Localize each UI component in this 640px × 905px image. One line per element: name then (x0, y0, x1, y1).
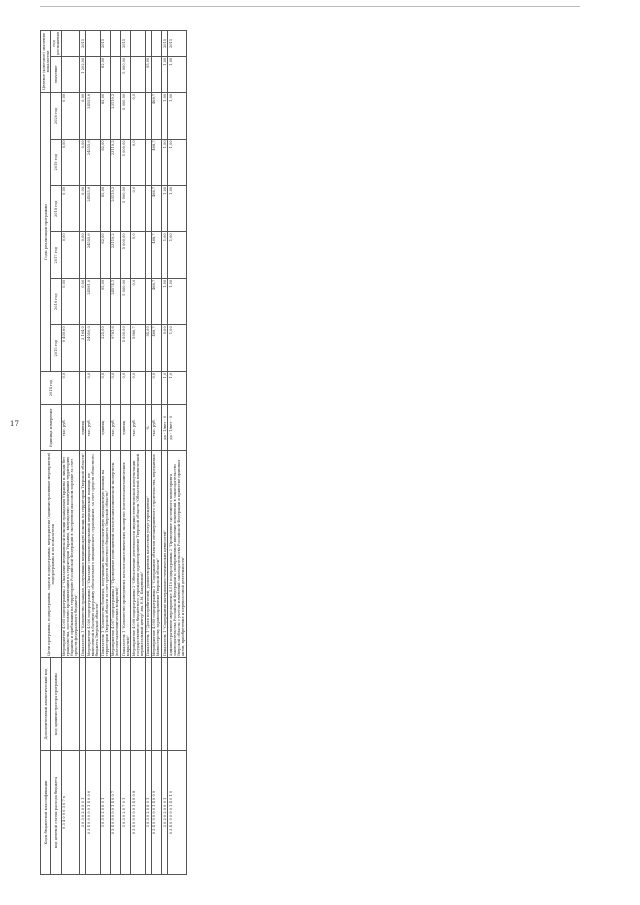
year-value-cell: 0,0 (131, 278, 145, 324)
year-value-cell: 82,00 (100, 186, 110, 232)
header-y2019: 2019 год (51, 139, 61, 185)
header-2014: 2014 год (41, 371, 62, 404)
target-value-cell (131, 56, 145, 92)
code-cell: 0 3 4 0 9 0 9 0 1 4 0 0 7 (110, 751, 120, 875)
year-value-cell: 468,7 (151, 93, 161, 139)
unit-cell: тыс. руб. (86, 404, 100, 450)
header-years: Годы реализации программы (41, 93, 51, 372)
year-value-cell: 0,0 (131, 139, 145, 185)
year-value-cell: 0,00 (80, 93, 86, 139)
year-value-cell: 5 000,00 (121, 232, 131, 278)
code-cell: 3 0 3 0 2 0 7 0 1 (121, 751, 131, 875)
code-cell: 0 3 4 0 9 0 9 0 1 4 0 0 9 (151, 751, 161, 875)
target-value-cell: 1 202,00 (80, 56, 86, 92)
unit-cell: тыс. руб. (131, 404, 145, 450)
goal-cell: Показатель 1 "Содержание материально-технических ценностей" (162, 451, 168, 658)
year-value-cell: 0,0 (131, 186, 145, 232)
header-y2015: 2015 год (51, 325, 61, 371)
header-budget-codes: Коды бюджетной классификации (41, 751, 51, 875)
year-value-cell: 1,00 (168, 186, 187, 232)
target-year-cell: 2015 (121, 31, 131, 57)
table-row (86, 31, 100, 875)
year-value-cell: 24555,6 (86, 186, 100, 232)
header-target: Целевое (конечное) значение показателя (41, 31, 51, 93)
code-cell: 0 3 4 0 9 0 9 0 1 4 0 0 8 (131, 751, 145, 875)
target-value-cell: 1,00 (168, 56, 187, 92)
year-value-cell: 468,7 (151, 325, 161, 371)
year-value-cell: 24555,6 (86, 93, 100, 139)
header-target-year: год достижения (51, 31, 60, 56)
value-2014-cell: 0,0 (131, 371, 145, 404)
code-cell: 0 3 4 0 9 0 3 0 7 x (61, 751, 80, 875)
goal-cell: Мероприятие 4.005 подпрограммы 2 "Оказание медицинской помощи гражданам Украины и лицам без гражданства, постоянно проживающим на территории Украины, вынужденно покинувшим территорию Украины и прибывшим на территорию Российской Федерации в экстренном массовом порядке за счет средств федерального бюджета" (61, 451, 80, 658)
year-value-cell: 1,00 (168, 278, 187, 324)
year-value-cell: 5 000,00 (121, 325, 131, 371)
target-value-cell: 5 000,00 (121, 56, 131, 92)
code-cell: 0 3 4 0 9 0 9 0 1 4 0 0 6 (86, 751, 100, 875)
analytic-cell (131, 658, 145, 751)
year-value-cell: 5 000,00 (121, 139, 131, 185)
year-value-cell: 1,00 (162, 139, 168, 185)
code-cell: 3 0 3 0 2 0 6 0 1 (100, 751, 110, 875)
year-value-cell: 24574,1 (110, 278, 120, 324)
year-value-cell: 9781,6 (110, 325, 120, 371)
year-value-cell: 23119,2 (110, 93, 120, 139)
table-row (131, 31, 145, 875)
target-value-cell: 82,00 (100, 56, 110, 92)
goal-cell: Показатель 1 "Доля потребителей, удовлетворенных качеством услуг учреждения" (145, 451, 151, 658)
header-admin-code: код администратора программы (51, 658, 61, 751)
analytic-cell (151, 658, 161, 751)
target-value-cell (86, 56, 100, 92)
year-value-cell: 1,00 (168, 232, 187, 278)
year-value-cell: 23119,2 (110, 186, 120, 232)
code-cell: 0 3 4 0 9 0 9 0 1 4 0 1 0 (168, 751, 187, 875)
unit-cell: единиц (121, 404, 131, 450)
year-value-cell: 468,7 (151, 232, 161, 278)
year-value-cell: 23119,2 (110, 232, 120, 278)
target-value-cell (61, 56, 80, 92)
code-cell: 3 0 2 0 2 0 9 0 1 (162, 751, 168, 875)
year-value-cell: 24555,6 (86, 139, 100, 185)
header-y2016: 2016 год (51, 278, 61, 324)
target-year-cell (131, 31, 145, 57)
page-number: 17 (10, 420, 19, 428)
year-value-cell: 82,00 (100, 93, 110, 139)
year-value-cell: 0,00 (80, 139, 86, 185)
year-value-cell: 9 400,60 (61, 325, 80, 371)
analytic-cell (110, 658, 120, 751)
target-year-cell: 2015 (100, 31, 110, 57)
year-value-cell: 3 164,0 (80, 325, 86, 371)
value-2014-cell: 0,0 (86, 371, 100, 404)
header-y2020: 2020 год (51, 93, 61, 139)
goal-cell: Мероприятие 4.006 подпрограммы 2 "Оказание специализированной медицинской помощи, не включенной в базовую программу обязательного медицинского страхования, за счет средств областного бюджета Тверской области" (86, 451, 100, 658)
year-value-cell: 1,00 (162, 186, 168, 232)
header-goals: Цели программы, подпрограммы, задачи подпрограммы, мероприятия (административные мероприятия) подпрограммы и их показатели (41, 451, 62, 658)
year-value-cell: 5986,7 (131, 325, 145, 371)
unit-cell: тыс. руб. (61, 404, 80, 450)
goal-cell: Показатель 1 "Количество граждан, получивших медицинскую помощь на территории Тверской области" (80, 451, 86, 658)
year-value-cell: 0,00 (80, 232, 86, 278)
unit-cell: да - 1/нет - 0 (168, 404, 187, 450)
year-value-cell: 5 000,00 (121, 93, 131, 139)
value-2014-cell: 1,0 (168, 371, 187, 404)
year-value-cell: 24581,0 (86, 278, 100, 324)
code-cell: 3 0 3 0 2 0 8 0 1 (145, 751, 151, 875)
year-value-cell: 0,00 (61, 93, 80, 139)
header-target-article: код целевой статьи расхода бюджета (51, 751, 61, 875)
year-value-cell: 1,00 (168, 325, 187, 371)
value-2014-cell: 0,0 (151, 371, 161, 404)
scan-edge (40, 6, 580, 10)
unit-cell: да - 1/нет - 0 (162, 404, 168, 450)
target-year-cell: 2015 (80, 31, 86, 57)
year-value-cell: 1,00 (162, 93, 168, 139)
target-value-cell (151, 56, 161, 92)
goal-cell: Мероприятие 4.008 подпрограммы 2 "Обеспечение деятельности медико-генетической консультации государственного бюджетного учреждения здравоохранения Тверской области "Областной клинический перинатальный центр" им. Е.М. Бакуниной" (131, 451, 145, 658)
value-2014-cell: 0,0 (110, 371, 120, 404)
year-value-cell: 0,00 (162, 325, 168, 371)
table-row (121, 31, 131, 875)
code-cell: 3 0 3 0 2 0 5 0 1 (80, 751, 86, 875)
year-value-cell: 0,00 (80, 278, 86, 324)
value-2014-cell: 0,0 (121, 371, 131, 404)
year-value-cell: 23119,2 (110, 139, 120, 185)
target-year-cell: 2015 (168, 31, 187, 57)
target-year-cell (86, 31, 100, 57)
year-value-cell: 0,00 (80, 186, 86, 232)
unit-cell: % (145, 404, 151, 450)
unit-cell: тыс. руб. (110, 404, 120, 450)
year-value-cell: 82,00 (100, 139, 110, 185)
year-value-cell: 1,00 (168, 93, 187, 139)
value-2014-cell: 1,0 (162, 371, 168, 404)
table-row (100, 31, 110, 875)
year-value-cell: 5 000,00 (121, 186, 131, 232)
year-value-cell: 0,0 (131, 93, 145, 139)
year-value-cell: 24555,6 (86, 232, 100, 278)
year-value-cell: 0,0 (131, 232, 145, 278)
table-body (61, 31, 186, 875)
header-y2018: 2018 год (51, 186, 61, 232)
table-row (151, 31, 161, 875)
year-value-cell: 0,00 (61, 139, 80, 185)
header-target-value: значение (51, 56, 61, 92)
header-unit: Единица измерения (41, 404, 62, 450)
header-analytic-code: Дополнительный аналитический код (41, 658, 51, 751)
rotated-document (40, 30, 615, 875)
target-value-cell (110, 56, 120, 92)
target-value-cell: 95,00 (145, 56, 151, 92)
value-2014-cell: 0,0 (61, 371, 80, 404)
unit-cell: единиц (80, 404, 86, 450)
goal-cell: Показатель 1 "Количество проведенных патологоанатомических экспертиз (патологоанатомических вскрытий)" (121, 451, 131, 658)
target-value-cell: 1,00 (162, 56, 168, 92)
year-value-cell: 1,00 (168, 139, 187, 185)
year-value-cell: 0,00 (61, 278, 80, 324)
goal-cell: Показатель 1 "Количество больных, получивших высокотехнологичную медицинскую помощь на территории Тверской области за счет средств областного бюджета Тверской области" (100, 451, 110, 658)
year-value-cell: 468,7 (151, 278, 161, 324)
analytic-cell (121, 658, 131, 751)
year-value-cell: 5 000,00 (121, 278, 131, 324)
year-value-cell: 468,7 (151, 186, 161, 232)
goal-cell: Мероприятие 4.007 подпрограммы 2 "Проведение полноценной патологоанатомической экспертизы (патологоанатомических вскрытий)" (110, 451, 120, 658)
year-value-cell: 1,00 (162, 278, 168, 324)
program-table (40, 30, 187, 875)
year-value-cell: 0,00 (61, 186, 80, 232)
goal-cell: Мероприятие 4.009 подпрограммы 2 "Содержание объектов незавершенного строительства, переданных Министерству здравоохранения Тверской области" (151, 451, 161, 658)
unit-cell: единиц (100, 404, 110, 450)
goal-cell: Административное мероприятие 4.010 подпрограммы 2 "Проведение системного мониторинга законодательства Российской Федерации и своевременное внесение изменений в законодательство Тверской области с учетом изменений законодательства Российской Федерации и принятие правовых актов, приобретения и перевозочной деятельности" (168, 451, 187, 658)
year-value-cell: 24050,0 (86, 325, 100, 371)
header-y2017: 2017 год (51, 232, 61, 278)
year-value-cell: 95,00 (100, 278, 110, 324)
target-year-cell (110, 31, 120, 57)
table-row (110, 31, 120, 875)
analytic-cell (61, 658, 80, 751)
table-row (61, 31, 80, 875)
unit-cell: тыс. руб. (151, 404, 161, 450)
target-year-cell (151, 31, 161, 57)
target-year-cell: 2015 (162, 31, 168, 57)
analytic-cell (168, 658, 187, 751)
year-value-cell: 82,00 (100, 232, 110, 278)
year-value-cell: 95,00 (145, 325, 151, 371)
table-row (168, 31, 187, 875)
value-2014-cell: 0,0 (100, 371, 110, 404)
target-year-cell (61, 31, 80, 57)
year-value-cell: 225,00 (100, 325, 110, 371)
analytic-cell (86, 658, 100, 751)
year-value-cell: 468,7 (151, 139, 161, 185)
analytic-cell (100, 658, 110, 751)
year-value-cell: 1,00 (162, 232, 168, 278)
year-value-cell: 0,00 (61, 232, 80, 278)
